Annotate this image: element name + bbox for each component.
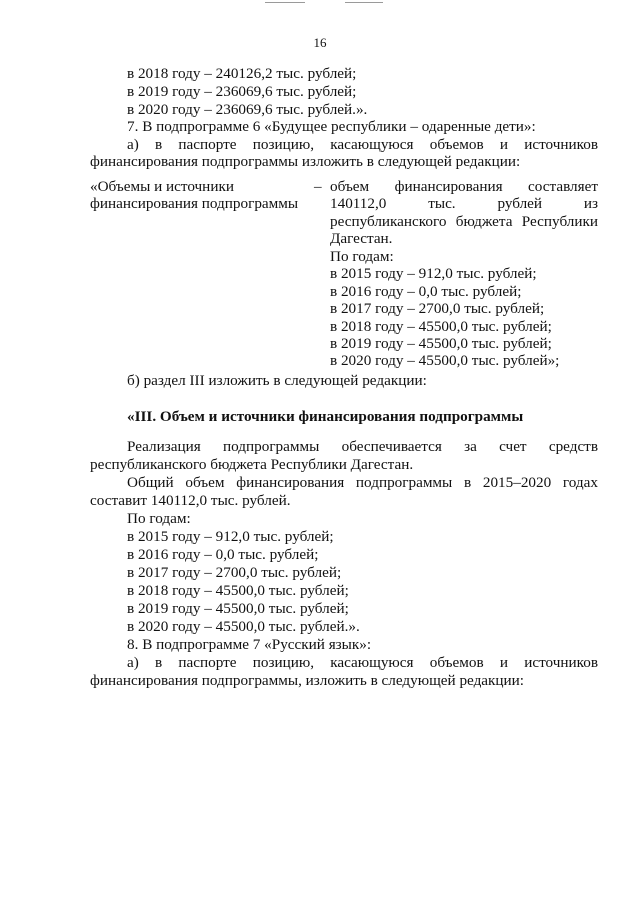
by-year-line: 8. В подпрограмме 7 «Русский язык»: xyxy=(127,636,372,653)
table-right-line: в 2017 году – 2700,0 тыс. рублей; xyxy=(330,300,545,317)
paragraph-b: б) раздел III изложить в следующей редакции: xyxy=(127,372,427,389)
table-dash: – xyxy=(314,178,322,195)
table-right-line: Дагестан. xyxy=(330,230,393,247)
text-line: в 2019 году – 236069,6 тыс. рублей; xyxy=(127,83,357,100)
table-right-line: республиканского бюджета Республики xyxy=(330,213,598,230)
by-year-line: в 2015 году – 912,0 тыс. рублей; xyxy=(127,528,334,545)
scan-artifact xyxy=(345,2,383,3)
by-year-line: в 2020 году – 45500,0 тыс. рублей.». xyxy=(127,618,360,635)
by-year-line: По годам: xyxy=(127,510,191,527)
page-number: 16 xyxy=(313,35,327,50)
body-line: составит 140112,0 тыс. рублей. xyxy=(90,492,291,509)
section-heading: «III. Объем и источники финансирования подпрограммы xyxy=(127,408,524,425)
paragraph-a2-line: финансирования подпрограммы, изложить в следующей редакции: xyxy=(90,672,525,689)
table-right-line: в 2016 году – 0,0 тыс. рублей; xyxy=(330,283,522,300)
body-line: республиканского бюджета Республики Дагестан. xyxy=(90,456,414,473)
text-line: в 2020 году – 236069,6 тыс. рублей.». xyxy=(127,101,368,118)
scan-artifact xyxy=(265,2,305,3)
table-left-label: финансирования подпрограммы xyxy=(90,195,299,212)
by-year-line: в 2018 году – 45500,0 тыс. рублей; xyxy=(127,582,349,599)
by-year-line: в 2019 году – 45500,0 тыс. рублей; xyxy=(127,600,349,617)
table-right-line: По годам: xyxy=(330,248,394,265)
table-left-label: «Объемы и источники xyxy=(90,178,234,195)
table-right-line: в 2015 году – 912,0 тыс. рублей; xyxy=(330,265,537,282)
table-right-line: объем финансирования составляет xyxy=(330,178,598,195)
table-right-line: в 2019 году – 45500,0 тыс. рублей; xyxy=(330,335,552,352)
text-line: в 2018 году – 240126,2 тыс. рублей; xyxy=(127,65,357,82)
by-year-line: в 2017 году – 2700,0 тыс. рублей; xyxy=(127,564,342,581)
paragraph-a-line: финансирования подпрограммы изложить в следующей редакции: xyxy=(90,153,521,170)
paragraph-a-line: а) в паспорте позицию, касающуюся объемов и источников xyxy=(127,136,598,153)
table-right-line: в 2020 году – 45500,0 тыс. рублей»; xyxy=(330,352,560,369)
table-right-line: в 2018 году – 45500,0 тыс. рублей; xyxy=(330,318,552,335)
paragraph-a2-line: а) в паспорте позицию, касающуюся объемов и источников xyxy=(127,654,598,671)
text-line: 7. В подпрограмме 6 «Будущее республики – одаренные дети»: xyxy=(127,118,536,135)
by-year-line: в 2016 году – 0,0 тыс. рублей; xyxy=(127,546,319,563)
body-line: Общий объем финансирования подпрограммы в 2015–2020 годах xyxy=(127,474,598,491)
table-right-line: 140112,0 тыс. рублей из xyxy=(330,195,598,212)
body-line: Реализация подпрограммы обеспечивается за счет средств xyxy=(127,438,598,455)
